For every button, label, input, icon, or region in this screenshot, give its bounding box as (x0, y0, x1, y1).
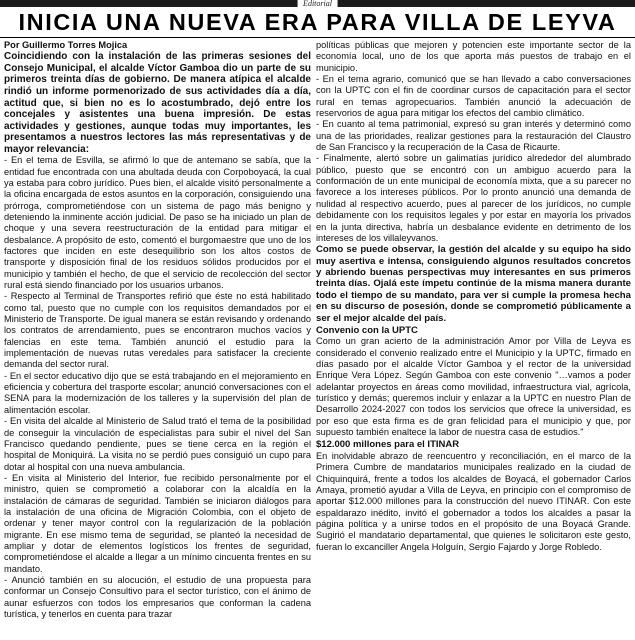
paragraph-itinar: En inolvidable abrazo de reencuentro y reconciliación, en el marco de la Primera Cumbre de mandatarios municipales realizado en la ciudad de Chiquinquirá, frente a todos los alcaldes de Boyacá, el gobernador Carlos Amaya, prometió ayudar a Villa de Leyva, en principio con el compromiso de aportar $12.000 millones para la construcción del nuevo ITINAR. Con este espaldarazo inédito, invitó el gobernador a todos los alcaldes a pasar la página política y a unirse todos en el propósito de una Boyacá Grande. Sugirió el mandatario departamental, que quienes le solicitaron este gesto, fueran lo excanciller Angela Holguín, Sergio Fajardo y Jorge Robledo. (316, 450, 631, 552)
paragraph-interior: - En visita al Ministerio del Interior, fue recibido personalmente por el ministro, quien se comprometió a colaborar con la alcaldía en la instalación de cámaras de seguridad. También se iniciaron diálogos para la instalación de una oficina de Migración Colombia, con el objeto de ordenar y tener mayor control con la regularización de la población migrante. En ese mismo tema de seguridad, se planteó la necesidad de ampliar y dotar de elementos logísticos los frentes de seguridad, comprometiéndose el alcalde a llegar a un mínimo cincuenta frentes en su mandato. (4, 472, 311, 574)
paragraph-convenio: Como un gran acierto de la administración Amor por Villa de Leyva es considerado el convenio realizado entre el Municipio y la UPTC, firmado en días pasado por el alcalde Víctor Gamboa y el rector de la universidad Enrique Vera López. Según Gamboa con este convenio "…vamos a poder adelantar proyectos en áreas como movilidad, infraestructura vial, agrícola, turístico y demás; queremos incluir y enlazar a la UPTC en nuestro Plan de Desarrollo 2024-2027 con todos los servicios que ofrece la universidad, es por eso que esta firma es de gran felicidad para el municipio y que, por supuesto también enaltece la labor de nuestra casa de estudios." (316, 336, 631, 438)
paragraph-salud: - En visita del alcalde al Ministerio de Salud trató el tema de la posibilidad de conseguir la vinculación de especialistas para subir el nivel del San Francisco quedando pendiente, pues se tiene cerca en la región el hospital de Moniquirá. La visita no se perdió pues consiguió un cupo para dotar al hospital con una nueva ambulancia. (4, 416, 311, 472)
left-column (4, 40, 311, 638)
paragraph-terminal: - Respecto al Terminal de Transportes refirió que éste no está habilitado como tal, puesto que no cumple con los requisitos demandados por el Ministerio de Transporte. De igual manera se están revisando y ordenando los contratos de arrendamiento, pues se encontraron muchos vacíos y falencias en este tema. También anunció el estudio para la implementación de nuevas rutas veredales para satisfacer la creciente demanda del sector rural. (4, 291, 311, 370)
headline-divider (0, 37, 635, 38)
byline: Por Guillermo Torres Mojica (4, 40, 128, 50)
right-column (316, 40, 631, 638)
headline: INICIA UNA NUEVA ERA PARA VILLA DE LEYVA (18, 9, 617, 35)
paragraph-turismo-cont: políticas públicas que mejoren y potencien este importante sector de la economía local, uno de los que aporta más puestos de trabajo en el municipio. (316, 40, 631, 73)
summary-paragraph: Como se puede observar, la gestión del alcalde y su equipo ha sido muy asertiva e intensa, consiguiendo algunos resultados concretos y abriendo buenas perspectivas muy interesantes en sus primeros treinta días. Ojalá este ímpetu continúe de la misma manera durante todo el tiempo de su mandato, para ver si cumple la promesa hecha en su discurso de posesión, donde se comprometió públicamente a ser el mejor alcalde del país. (316, 244, 631, 324)
paragraph-patrimonio: - En cuanto al tema patrimonial, expresó su gran interés y determinó como una de las prioridades, realizar gestiones para la restauración del Claustro de San Francisco y la recuperación de la Casa de Ricaurte. (316, 119, 631, 153)
subhead-itinar: $12.000 millones para el ITINAR (316, 439, 460, 451)
subhead-uptc: Convenio con la UPTC (316, 325, 418, 337)
paragraph-esvilla: - En el tema de Esvilla, se afirmó lo que de antemano se sabía, que la entidad fue encontrada con una abultada deuda con Corpoboyacá, la cual ya estaba para cobro jurídico. Pues bien, el alcalde visitó personalmente a la oficina encargada de estos asuntos en la corporación, consiguiendo una prórroga, comprometiéndose con un sistema de pago más benigno y deteniendo la inminente acción judicial. De paso se ha iniciado un plan de choque y una severa reestructuración de la entidad para mitigar el desbalance. A propósito de esto, comentó el burgomaestre que uno de los factores que inciden en este desequilibrio son los altos costos de transporte y disposición final de los residuos sólidos producidos por el municipio y también el hecho, de que el servicio de recolección del sector rural está siendo financiado por los usuarios urbanos. (4, 155, 311, 291)
paragraph-educacion: - En el sector educativo dijo que se está trabajando en el mejoramiento en eficiencia y cobertura del trasporte escolar; anunció conversaciones con el SENA para la modernización de los talleres y la supervisión del plan de alimentación escolar. (4, 370, 311, 415)
paragraph-alumbrado: - Finalmente, alertó sobre un galimatías jurídico alrededor del alumbrado público, puesto que se encontró con un ambiguo acuerdo para la conformación de un ente municipal de economía mixta, que a su parecer no favorece a los intereses públicos. Por lo pronto anunció una demanda de nulidad al respectivo acuerdo, pues al parecer de los jurídicos, no cumple debidamente con los requisitos legales y por estar en mayoría los privados en la junta directiva, habría un desbalance evidente en detrimento de los intereses de los villaleyvanos. (316, 153, 631, 243)
section-label: Editorial (297, 0, 338, 7)
paragraph-turismo: - Anunció también en su alocución, el estudio de una propuesta para conformar un Consejo Consultivo para el sector turístico, con el ánimo de aunar esfuerzos con todos los empresarios que conforman la cadena turística, y tenerlos en cuenta para trazar (4, 574, 311, 620)
paragraph-agrario: - En el tema agrario, comunicó que se han llevado a cabo conversaciones con la UPTC con el fin de coordinar cursos de capacitación para el sector rural en temas agropecuarios. También anunció la adecuación de reservorios de agua para mitigar los efectos del cambio climático. (316, 74, 631, 119)
lead-paragraph: Coincidiendo con la instalación de las primeras sesiones del Consejo Municipal, el alcalde Víctor Gamboa dio un parte de su primeros treinta días de gobierno. De manera atípica el alcalde rindió un informe pormenorizado de sus actividades día a día, actitud que, si bien no es lo acostumbrado, dejó entre los concejales y asistentes una buena impresión. De estas actividades y gestiones, aunque todas muy importantes, les presentamos a nuestros lectores las más representativas y de mayor relevancia: (4, 51, 311, 155)
